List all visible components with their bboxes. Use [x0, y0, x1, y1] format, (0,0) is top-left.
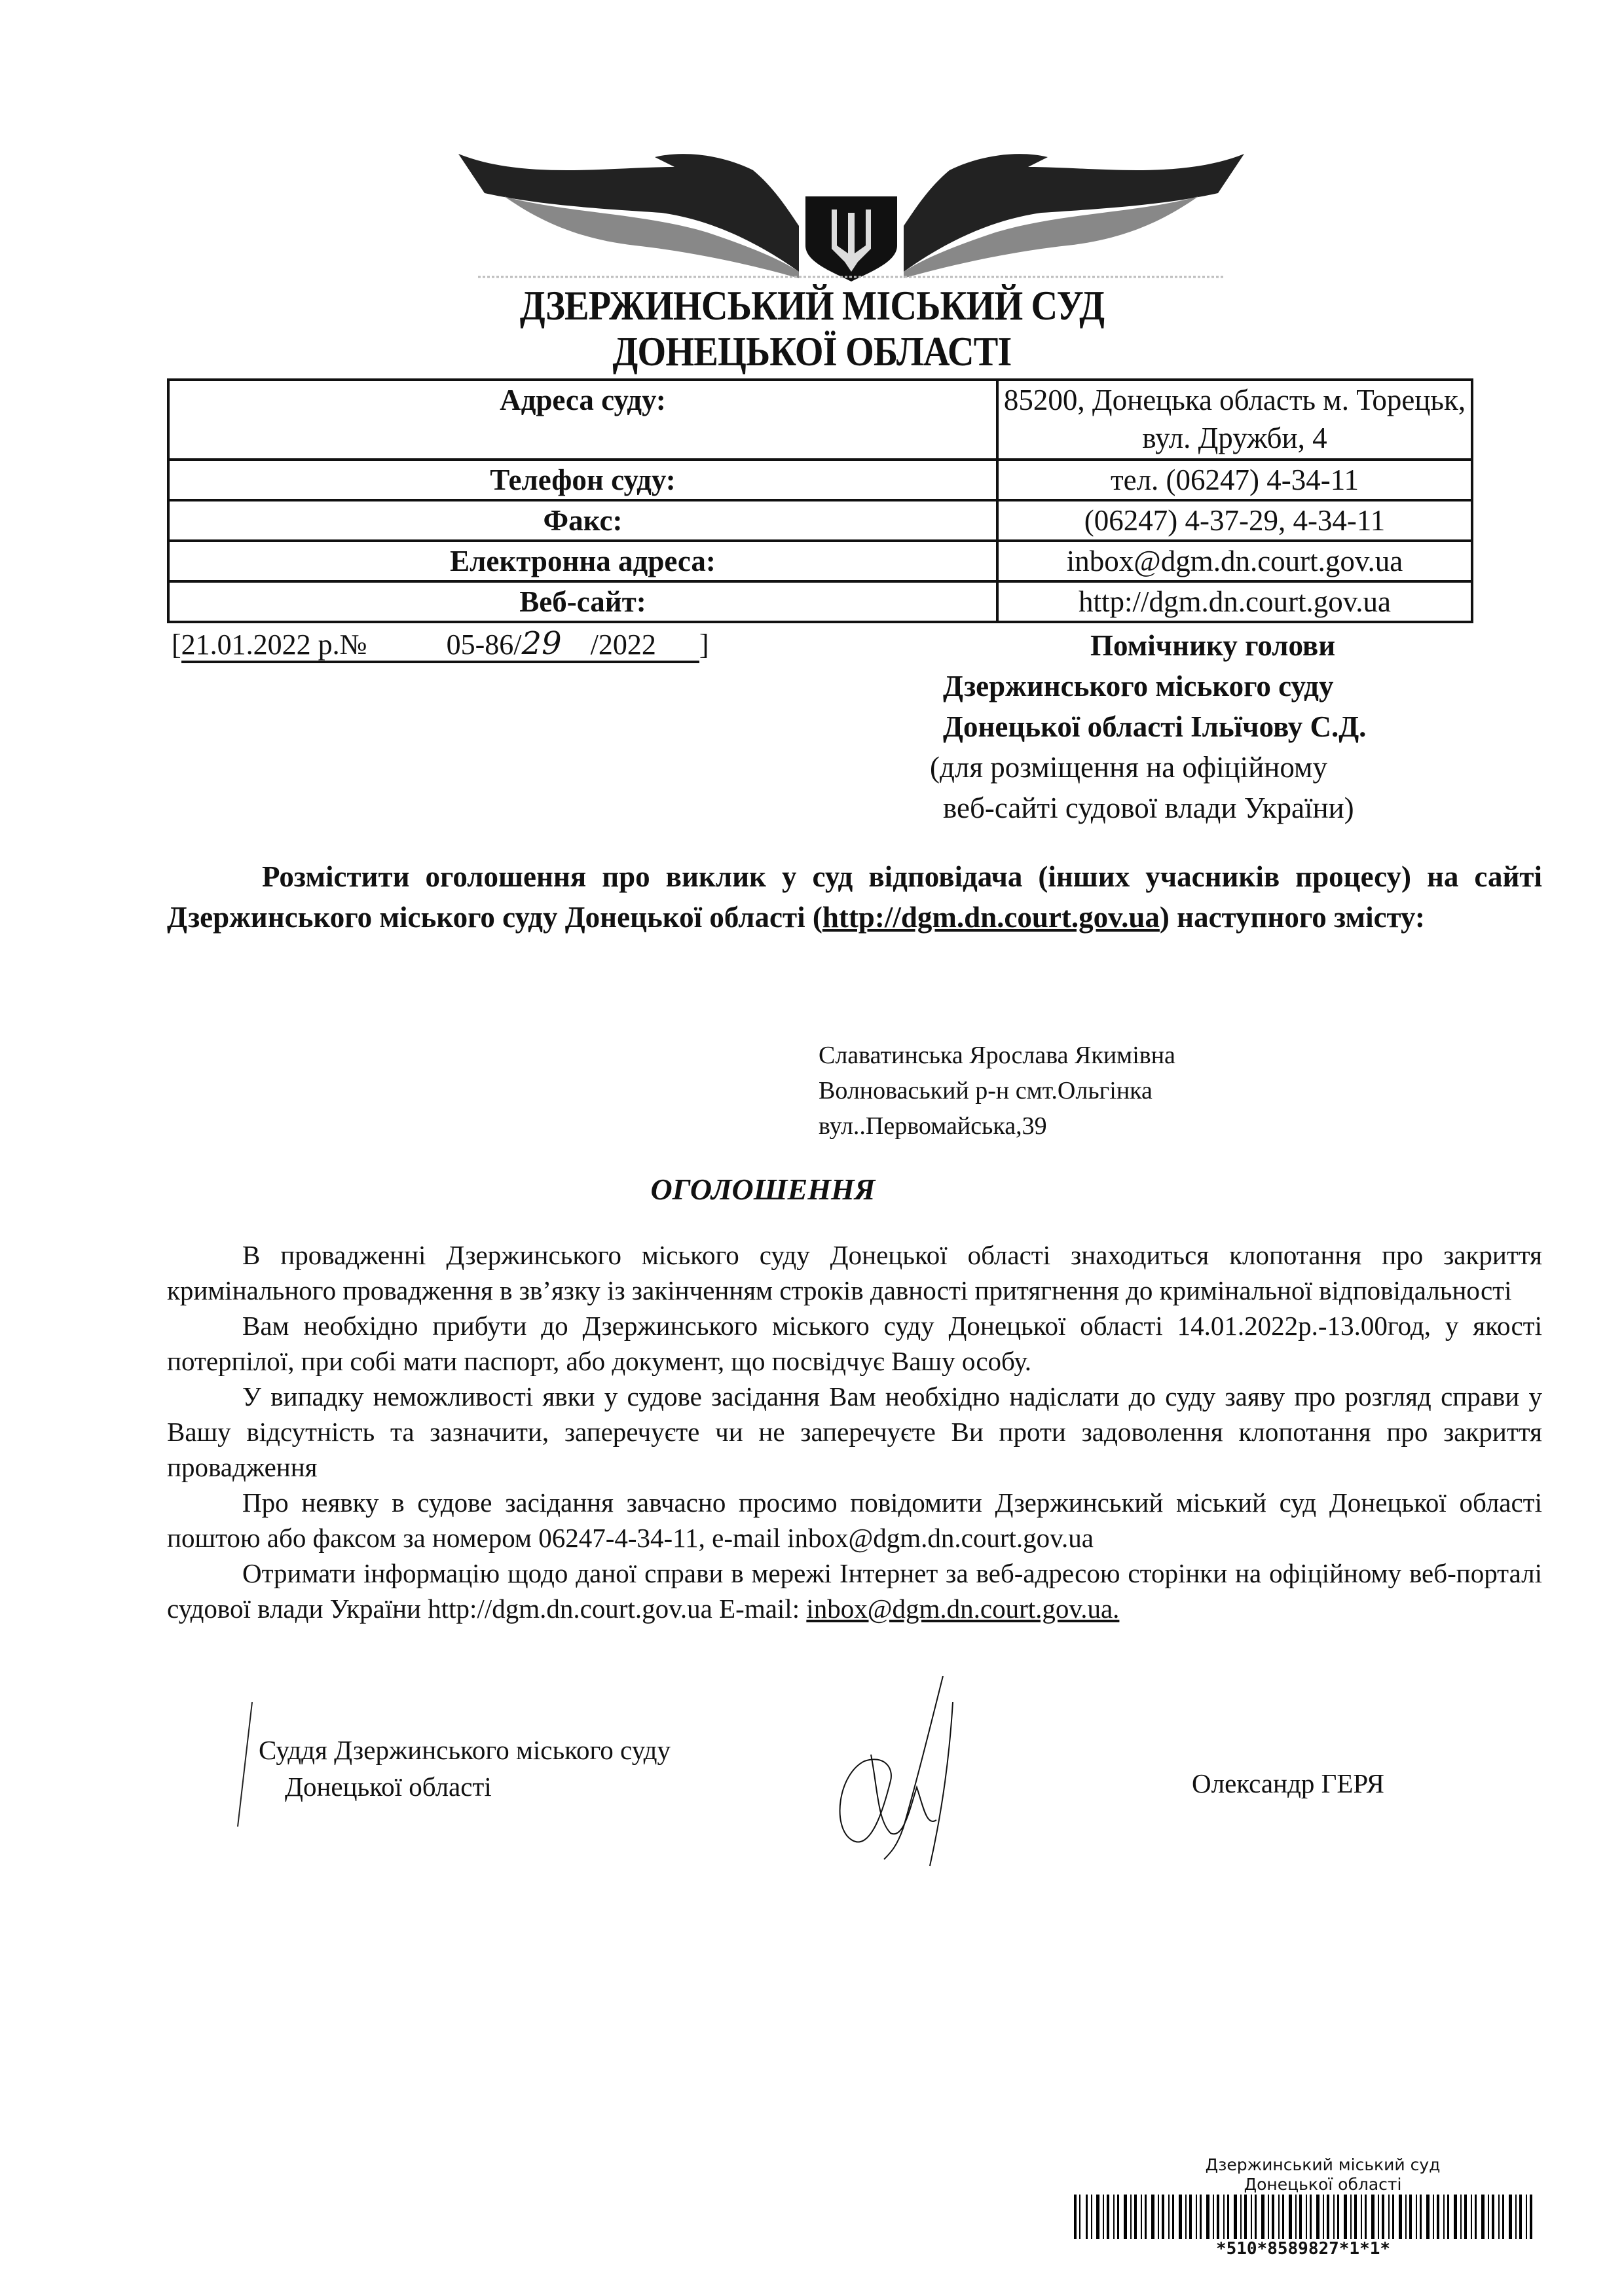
- email-value[interactable]: inbox@dgm.dn.court.gov.ua: [997, 541, 1472, 581]
- addressee-line1: Помічнику голови: [1090, 629, 1336, 662]
- open-bracket: [: [172, 629, 181, 661]
- announcement-body: [167, 1237, 1542, 1626]
- reference-number-prefix: 05-86/: [446, 629, 522, 661]
- recipient-name: Славатинська Ярослава Якимівна: [819, 1042, 1175, 1069]
- announcement-paragraph-5-text: Отримати інформацію щодо даної справи в мережі Інтернет за веб-адресою сторінки на офіційному веб-порталі судової влади України http://dgm.dn.court.gov.ua E-mail:: [167, 1558, 1542, 1624]
- recipient-street: вул..Первомайська,39: [819, 1112, 1047, 1140]
- announcement-paragraph-2: Вам необхідно прибути до Дзержинського міського суду Донецької області 14.01.2022р.-13.00год, у якості потерпілої, при собі мати паспорт, або документ, що посвідчує Вашу особу.: [167, 1311, 1542, 1376]
- phone-label: Телефон суду:: [168, 460, 997, 500]
- table-row: [168, 380, 1472, 460]
- address-value-line2: вул. Дружби, 4: [1142, 422, 1327, 454]
- announcement-paragraph-3: У випадку неможливості явки у судове засідання Вам необхідно надіслати до суду заяву про розгляд справи у Вашу відсутність та зазначити, заперечуєте чи не заперечуєте Ви проти задоволення клопотання про закриття провадження: [167, 1381, 1542, 1482]
- addressee-line3: Донецької області Ільїчову С.Д.: [943, 710, 1367, 743]
- instruction-paragraph: [167, 856, 1542, 938]
- address-value-line1: 85200, Донецька область м. Торецьк,: [1003, 384, 1466, 416]
- recipient-district: Волноваський р-н смт.Ольгінка: [819, 1077, 1153, 1104]
- table-row: [168, 581, 1472, 622]
- court-title-line1: ДЗЕРЖИНСЬКИЙ МІСЬКИЙ СУД: [519, 282, 1105, 329]
- announcement-paragraph-4: Про неявку в судове засідання завчасно просимо повідомити Дзержинський міський суд Донецької області поштою або факсом за номером 06247-4-34-11, e-mail inbox@dgm.dn.court.gov.ua: [167, 1487, 1542, 1553]
- table-row: [168, 541, 1472, 581]
- reference-date: [181, 625, 699, 663]
- close-bracket: ]: [699, 629, 709, 661]
- announcement-final-email[interactable]: inbox@dgm.dn.court.gov.ua.: [806, 1594, 1120, 1624]
- instruction-text-after: ) наступного змісту:: [1159, 901, 1425, 934]
- judge-position: [259, 1732, 671, 1805]
- website-label: Веб-сайт:: [168, 581, 997, 622]
- instruction-text-before: Розмістити оголошення про виклик у суд відповідача (інших учасників процесу) на сайті Дзержинського міського суду Донецької області (: [167, 860, 1542, 934]
- fax-label: Факс:: [168, 500, 997, 541]
- court-emblem-icon: [445, 141, 1257, 282]
- announcement-paragraph-1: В провадженні Дзержинського міського суду Донецької області знаходиться клопотання про закриття кримінального провадження в зв’язку із закінченням строків давності притягнення до кримінальної відповідальності: [167, 1240, 1542, 1305]
- announcement-paragraph-5: [167, 1556, 1542, 1626]
- fax-value: (06247) 4-37-29, 4-34-11: [997, 500, 1472, 541]
- reference-date-text: 21.01.2022 р.№: [181, 629, 367, 661]
- judge-name: Олександр ГЕРЯ: [1192, 1768, 1384, 1798]
- barcode-icon: [1074, 2195, 1532, 2239]
- address-value: [997, 380, 1472, 460]
- phone-value: тел. (06247) 4-34-11: [997, 460, 1472, 500]
- reference-line: [172, 625, 709, 662]
- stamp-line1: Дзержинський міський суд: [1205, 2155, 1441, 2174]
- addressee-line5: веб-сайті судової влади України): [943, 792, 1354, 824]
- table-row: [168, 500, 1472, 541]
- addressee-line4: (для розміщення на офіційному: [930, 751, 1327, 784]
- barcode-text: *510*8589827*1*1*: [1215, 2239, 1391, 2259]
- addressee-block: [930, 625, 1532, 828]
- announcement-heading: ОГОЛОШЕННЯ: [650, 1173, 876, 1206]
- instruction-link[interactable]: http://dgm.dn.court.gov.ua: [822, 901, 1160, 934]
- judge-position-line1: Суддя Дзержинського міського суду: [259, 1735, 671, 1765]
- court-contacts-table: [167, 378, 1473, 623]
- handwritten-signature-icon: [812, 1676, 1008, 1872]
- reference-number-handwritten: 29: [521, 625, 562, 662]
- table-row: [168, 460, 1472, 500]
- recipient-block: [819, 1038, 1175, 1144]
- court-title-line2: ДОНЕЦЬКОЇ ОБЛАСТІ: [612, 328, 1012, 374]
- reference-number-suffix: /2022: [590, 629, 656, 661]
- address-label: Адреса суду:: [168, 380, 997, 460]
- addressee-line2: Дзержинського міського суду: [943, 670, 1334, 702]
- registry-stamp: [1166, 2155, 1480, 2195]
- website-value[interactable]: http://dgm.dn.court.gov.ua: [997, 581, 1472, 622]
- email-label: Електронна адреса:: [168, 541, 997, 581]
- judge-position-line2: Донецької області: [285, 1772, 492, 1802]
- pen-stroke-icon: [232, 1702, 259, 1827]
- stamp-line2: Донецької області: [1244, 2175, 1402, 2194]
